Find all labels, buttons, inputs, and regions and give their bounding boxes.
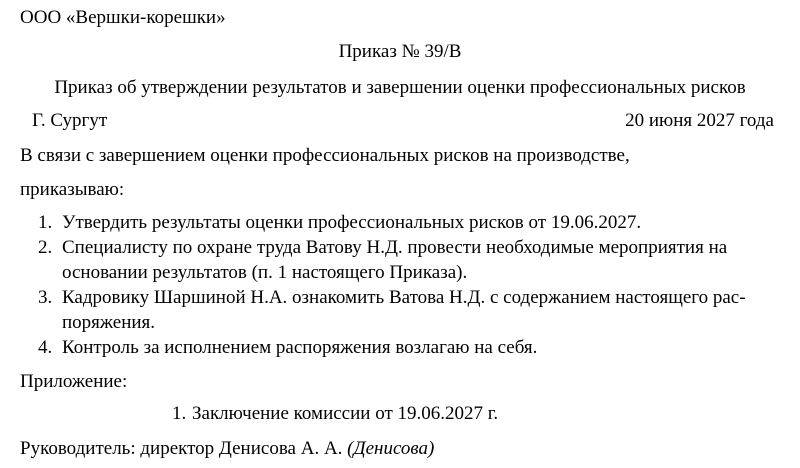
item-text: Утвердить результаты оценки профессиональных рисков от 19.06.2027. — [62, 212, 642, 233]
item-number: 2. — [38, 237, 53, 258]
signature-name: (Денисова) — [347, 438, 435, 459]
order-date: 20 июня 2027 года — [625, 110, 774, 131]
item-text-continued: основании результатов (п. 1 настоящего Приказа). — [62, 262, 468, 283]
signature-label: Руководитель: директор Денисова А. А. — [20, 438, 343, 459]
order-city: Г. Сургут — [32, 110, 108, 131]
attachment-label: Приложение: — [20, 371, 128, 392]
order-word: приказываю: — [20, 179, 125, 200]
order-title: Приказ об утверждении результатов и завершении оценки профессиональных рисков — [54, 77, 746, 98]
item-text: Специалисту по охране труда Ватову Н.Д. провести необходимые мероприятия на — [62, 237, 728, 258]
attachment-number: 1. — [172, 403, 187, 424]
item-number: 1. — [38, 212, 53, 233]
item-text-continued: поряжения. — [62, 312, 156, 333]
organization-name: ООО «Вершки-корешки» — [20, 7, 226, 28]
item-number: 4. — [38, 337, 53, 358]
item-text: Контроль за исполнением распоряжения возлагаю на себя. — [62, 337, 538, 358]
order-number: Приказ № 39/В — [338, 41, 462, 62]
item-number: 3. — [38, 287, 53, 308]
item-text: Кадровику Шаршиной Н.А. ознакомить Ватова Н.Д. с содержанием настоящего рас- — [62, 287, 746, 308]
attachment-text: Заключение комиссии от 19.06.2027 г. — [192, 403, 499, 424]
preamble-text: В связи с завершением оценки профессиональных рисков на производстве, — [20, 145, 630, 166]
signature-line — [20, 437, 434, 461]
